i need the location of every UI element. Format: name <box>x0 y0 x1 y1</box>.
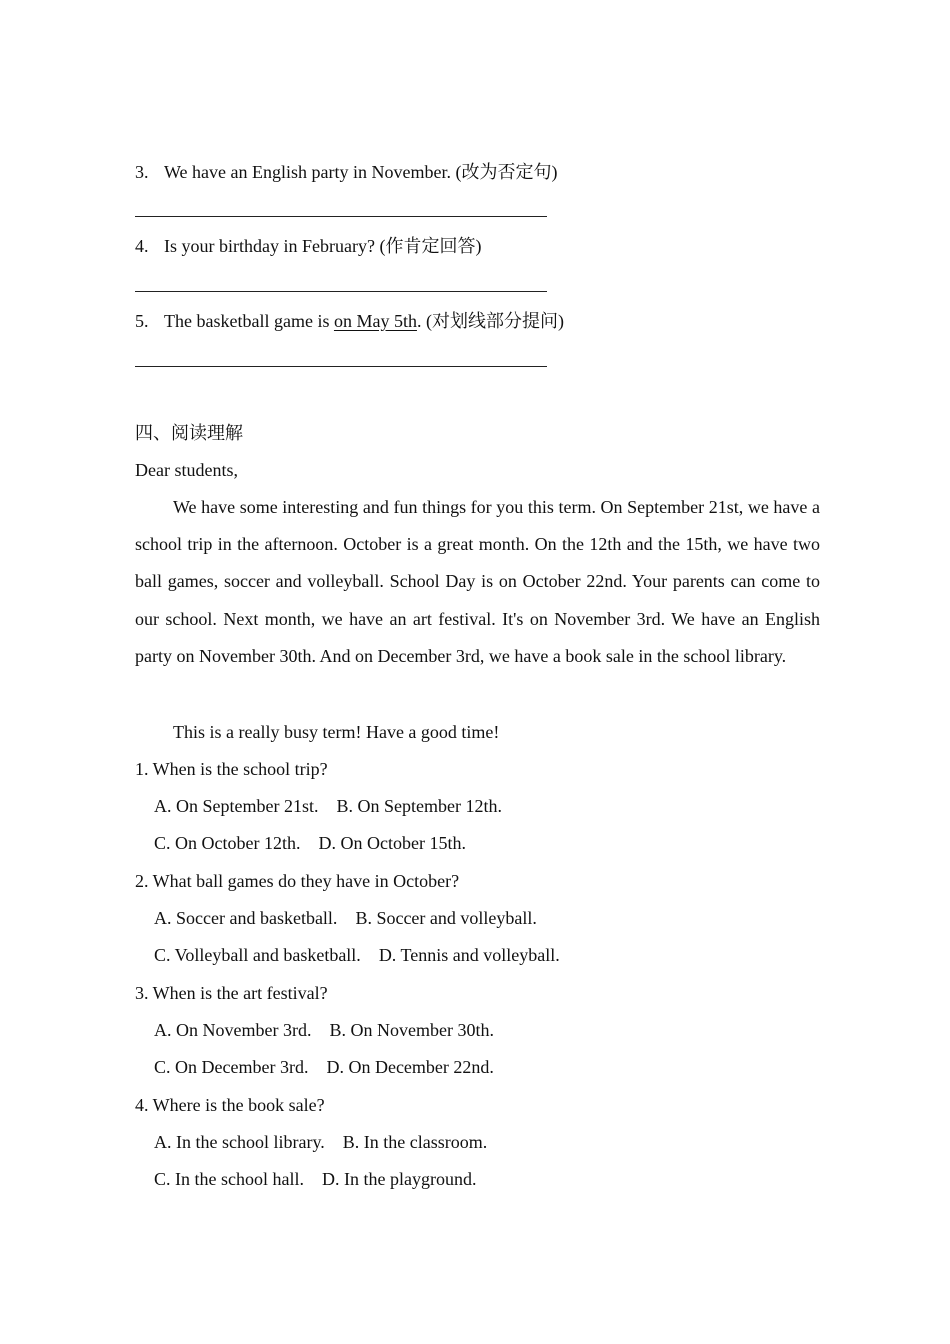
question: 2. What ball games do they have in October? <box>135 871 460 891</box>
option[interactable]: A. In the school library. <box>154 1132 325 1152</box>
option[interactable]: D. On December 22nd. <box>326 1057 494 1077</box>
answer-line[interactable] <box>135 291 547 292</box>
options-row <box>154 943 560 967</box>
item-text-pre: The basketball game is <box>164 311 334 331</box>
section-heading: 四、阅读理解 <box>135 423 243 443</box>
answer-line[interactable] <box>135 366 547 367</box>
option[interactable]: B. In the classroom. <box>342 1132 488 1152</box>
item-text: Is your birthday in February? (作肯定回答) <box>164 236 482 256</box>
option[interactable]: A. On November 3rd. <box>154 1020 312 1040</box>
options-row <box>154 1018 494 1042</box>
question: 4. Where is the book sale? <box>135 1095 325 1115</box>
option[interactable]: C. On December 3rd. <box>154 1057 309 1077</box>
letter-paragraph: We have some interesting and fun things for you this term. On September 21st, we have a school trip in the afternoon. October is a great month. On the 12th and the 15th, we have two ball games, soccer and volleyball. School Day is on October 22nd. Your parents can come to our school. Next month, we have an art festival. It's on November 3rd. We have an English party on November 30th. And on December 3rd, we have a book sale in the school library. <box>135 497 820 666</box>
item-number: 4. <box>135 236 149 256</box>
letter-salutation: Dear students, <box>135 460 238 480</box>
question: 1. When is the school trip? <box>135 759 328 779</box>
option[interactable]: B. On September 12th. <box>336 796 502 816</box>
option[interactable]: D. In the playground. <box>321 1169 477 1189</box>
option[interactable]: C. On October 12th. <box>154 833 301 853</box>
question: 3. When is the art festival? <box>135 983 328 1003</box>
item-text-post: . (对划线部分提问) <box>416 311 564 331</box>
option[interactable]: D. Tennis and volleyball. <box>378 945 560 965</box>
option[interactable]: A. On September 21st. <box>154 796 319 816</box>
option[interactable]: D. On October 15th. <box>318 833 466 853</box>
exercise-item-5 <box>135 309 564 333</box>
option[interactable]: B. Soccer and volleyball. <box>355 908 537 928</box>
option[interactable]: C. In the school hall. <box>154 1169 304 1189</box>
options-row <box>154 906 537 930</box>
answer-line[interactable] <box>135 216 547 217</box>
item-number: 5. <box>135 311 149 331</box>
option[interactable]: C. Volleyball and basketball. <box>154 945 361 965</box>
letter-closing: This is a really busy term! Have a good time! <box>173 722 500 742</box>
options-row <box>154 1167 476 1191</box>
options-row <box>154 1130 487 1154</box>
options-row <box>154 794 502 818</box>
item-text: We have an English party in November. (改为否定句) <box>164 162 558 182</box>
underlined-phrase: on May 5th <box>333 311 417 331</box>
options-row <box>154 1055 494 1079</box>
exercise-item-3 <box>135 160 557 184</box>
option[interactable]: B. On November 30th. <box>329 1020 494 1040</box>
exercise-item-4 <box>135 234 481 258</box>
option[interactable]: A. Soccer and basketball. <box>154 908 338 928</box>
item-number: 3. <box>135 162 149 182</box>
options-row <box>154 831 466 855</box>
